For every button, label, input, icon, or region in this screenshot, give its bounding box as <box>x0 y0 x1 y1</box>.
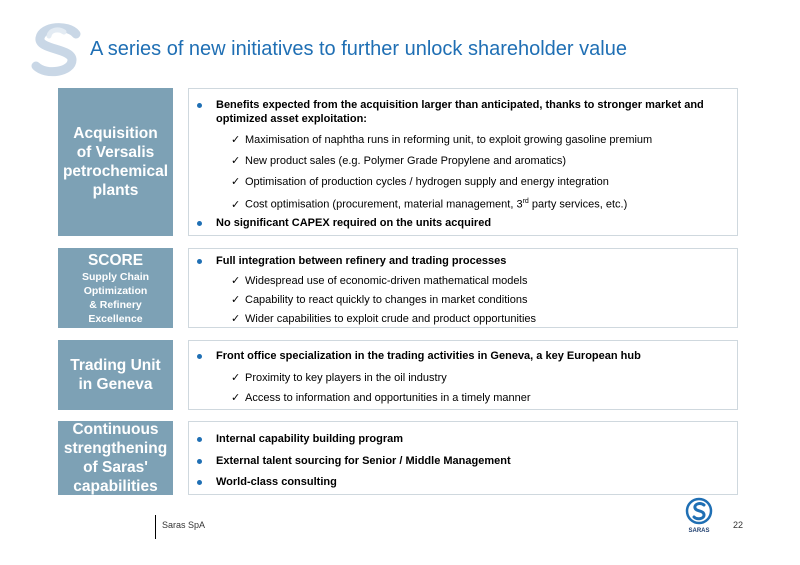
section-content-versalis <box>188 88 738 236</box>
bullet-text: World-class consulting <box>216 476 337 488</box>
section-content-score <box>188 248 738 328</box>
section-label-trading <box>58 340 173 410</box>
check-icon: ✓ <box>231 275 241 287</box>
bullet-text: Benefits expected from the acquisition larger than anticipated, thanks to stronger market and optimized asset exploitation: <box>216 99 704 125</box>
bullet-dot-icon <box>197 103 202 108</box>
check-item <box>231 133 652 147</box>
label-line: Acquisition <box>73 125 158 142</box>
label-line: of Versalis <box>76 144 155 161</box>
bullet-item <box>197 349 733 363</box>
check-icon: ✓ <box>231 176 241 188</box>
label-line: strengthening <box>63 440 168 457</box>
footer-company: Saras SpA <box>162 520 206 530</box>
check-item <box>231 371 447 385</box>
page-title: A series of new initiatives to further unlock shareholder value <box>90 38 627 60</box>
check-item <box>231 195 627 212</box>
check-item <box>231 312 536 326</box>
label-line: of Saras' <box>83 459 148 476</box>
label-title: SCORE <box>87 251 144 269</box>
bullet-item <box>197 216 733 230</box>
bullet-item <box>197 98 733 126</box>
check-text: New product sales (e.g. Polymer Grade Propylene and aromatics) <box>245 155 566 167</box>
bullet-item <box>197 454 733 468</box>
bullet-text: Internal capability building program <box>216 433 404 445</box>
bullet-dot-icon <box>197 437 202 442</box>
check-item <box>231 391 531 405</box>
check-text: Maximisation of naphtha runs in reforming unit, to exploit growing gasoline premium <box>245 134 653 146</box>
section-content-trading <box>188 340 738 410</box>
bullet-text: Full integration between refinery and trading processes <box>216 255 507 267</box>
bullet-dot-icon <box>197 354 202 359</box>
check-icon: ✓ <box>231 313 241 325</box>
bullet-dot-icon <box>197 221 202 226</box>
check-item <box>231 293 527 307</box>
label-sub-line: Supply Chain <box>81 270 150 283</box>
footer-logo-text: SARAS <box>688 528 710 534</box>
check-icon: ✓ <box>231 372 241 384</box>
check-item <box>231 154 566 168</box>
bullet-item <box>197 254 733 268</box>
check-text: Access to information and opportunities in a timely manner <box>245 392 531 404</box>
label-line: capabilities <box>73 478 158 495</box>
section-label-score <box>58 248 173 328</box>
section-label-capabilities <box>58 421 173 495</box>
superscript: rd <box>522 198 529 205</box>
bullet-dot-icon <box>197 480 202 485</box>
check-text: Cost optimisation (procurement, material management, 3 <box>245 198 523 211</box>
bullet-text: Front office specialization in the trading activities in Geneva, a key European hub <box>216 350 641 362</box>
check-icon: ✓ <box>231 294 241 306</box>
bullet-text: External talent sourcing for Senior / Middle Management <box>216 455 511 467</box>
label-line: Trading Unit <box>70 357 161 374</box>
check-text: Capability to react quickly to changes in market conditions <box>245 294 528 306</box>
check-text: Wider capabilities to exploit crude and product opportunities <box>245 313 537 325</box>
bullet-dot-icon <box>197 259 202 264</box>
check-icon: ✓ <box>231 155 241 167</box>
label-line: petrochemical <box>62 163 169 180</box>
page-number: 22 <box>733 520 744 530</box>
label-sub-line: Excellence <box>88 312 143 325</box>
section-label-versalis <box>58 88 173 236</box>
section-content-capabilities <box>188 421 738 495</box>
saras-logo-icon <box>684 497 714 535</box>
check-text: Widespread use of economic-driven mathematical models <box>245 275 528 287</box>
footer-divider <box>155 515 156 539</box>
check-text: Optimisation of production cycles / hydrogen supply and energy integration <box>245 176 609 188</box>
check-icon: ✓ <box>231 198 241 211</box>
check-item <box>231 175 609 189</box>
check-icon: ✓ <box>231 392 241 404</box>
check-icon: ✓ <box>231 134 241 146</box>
bullet-dot-icon <box>197 459 202 464</box>
label-sub-line: Optimization <box>83 284 148 297</box>
label-sub-line: & Refinery <box>89 298 142 311</box>
bullet-item <box>197 432 733 446</box>
bullet-text: No significant CAPEX required on the units acquired <box>216 217 492 229</box>
label-line: plants <box>92 182 139 199</box>
saras-s-logo-icon <box>28 22 84 78</box>
check-item <box>231 274 527 288</box>
check-text: party services, etc.) <box>528 198 628 211</box>
check-text: Proximity to key players in the oil industry <box>245 372 447 384</box>
label-line: in Geneva <box>78 376 153 393</box>
bullet-item <box>197 475 733 489</box>
label-line: Continuous <box>72 421 159 438</box>
